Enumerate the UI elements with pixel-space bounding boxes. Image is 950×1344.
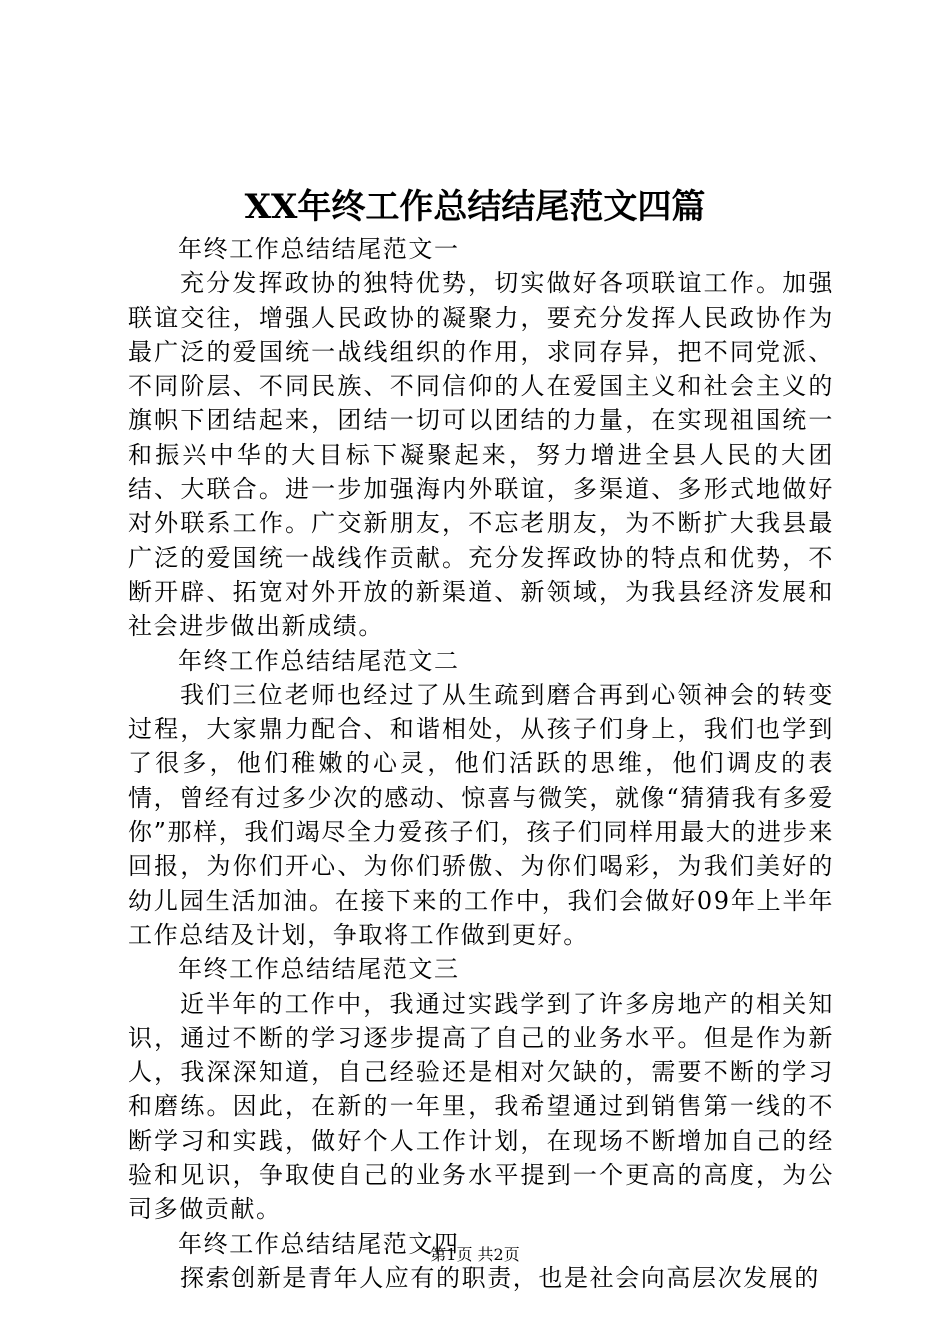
document-body xyxy=(128,232,834,1295)
section-body-1: 充分发挥政协的独特优势，切实做好各项联谊工作。加强联谊交往，增强人民政协的凝聚力，要充分发挥人民政协作为最广泛的爱国统一战线组织的作用，求同存异，把不同党派、不同阶层、不同民族、不同信仰的人在爱国主义和社会主义的旗帜下团结起来，团结一切可以团结的力量，在实现祖国统一和振兴中华的大目标下凝聚起来，努力增进全县人民的大团结、大联合。进一步加强海内外联谊，多渠道、多形式地做好对外联系工作。广交新朋友，不忘老朋友，为不断扩大我县最广泛的爱国统一战线作贡献。充分发挥政协的特点和优势，不断开辟、拓宽对外开放的新渠道、新领域，为我县经济发展和社会进步做出新成绩。 xyxy=(128,269,834,641)
page-title: XX年终工作总结结尾范文四篇 xyxy=(244,187,706,227)
section-heading-1: 年终工作总结结尾范文一 xyxy=(178,235,460,263)
section-body-3: 近半年的工作中，我通过实践学到了许多房地产的相关知识，通过不断的学习逐步提高了自己的业务水平。但是作为新人，我深深知道，自己经验还是相对欠缺的，需要不断的学习和磨练。因此，在新的一年里，我希望通过到销售第一线的不断学习和实践，做好个人工作计划，在现场不断增加自己的经验和见识，争取使自己的业务水平提到一个更高的高度，为公司多做贡献。 xyxy=(128,989,834,1224)
section-heading-3: 年终工作总结结尾范文三 xyxy=(178,955,460,984)
section-heading-2: 年终工作总结结尾范文二 xyxy=(178,646,460,675)
section-body-2: 我们三位老师也经过了从生疏到磨合再到心领神会的转变过程，大家鼎力配合、和谐相处，从孩子们身上，我们也学到了很多，他们稚嫩的心灵，他们活跃的思维，他们调皮的表情，曾经有过多少次的感动、惊喜与微笑，就像“猜猜我有多爱你”那样，我们竭尽全力爱孩子们，孩子们同样用最大的进步来回报，为你们开心、为你们骄傲、为你们喝彩，为我们美好的幼儿园生活加油。在接下来的工作中，我们会做好09年上半年工作总结及计划，争取将工作做到更好。 xyxy=(128,680,834,949)
section-heading-4: 年终工作总结结尾范文四 xyxy=(178,1229,460,1258)
page-footer: 第1页 共2页 xyxy=(430,1245,520,1264)
section-body-4: 探索创新是青年人应有的职责，也是社会向高层次发展的 xyxy=(180,1263,820,1292)
